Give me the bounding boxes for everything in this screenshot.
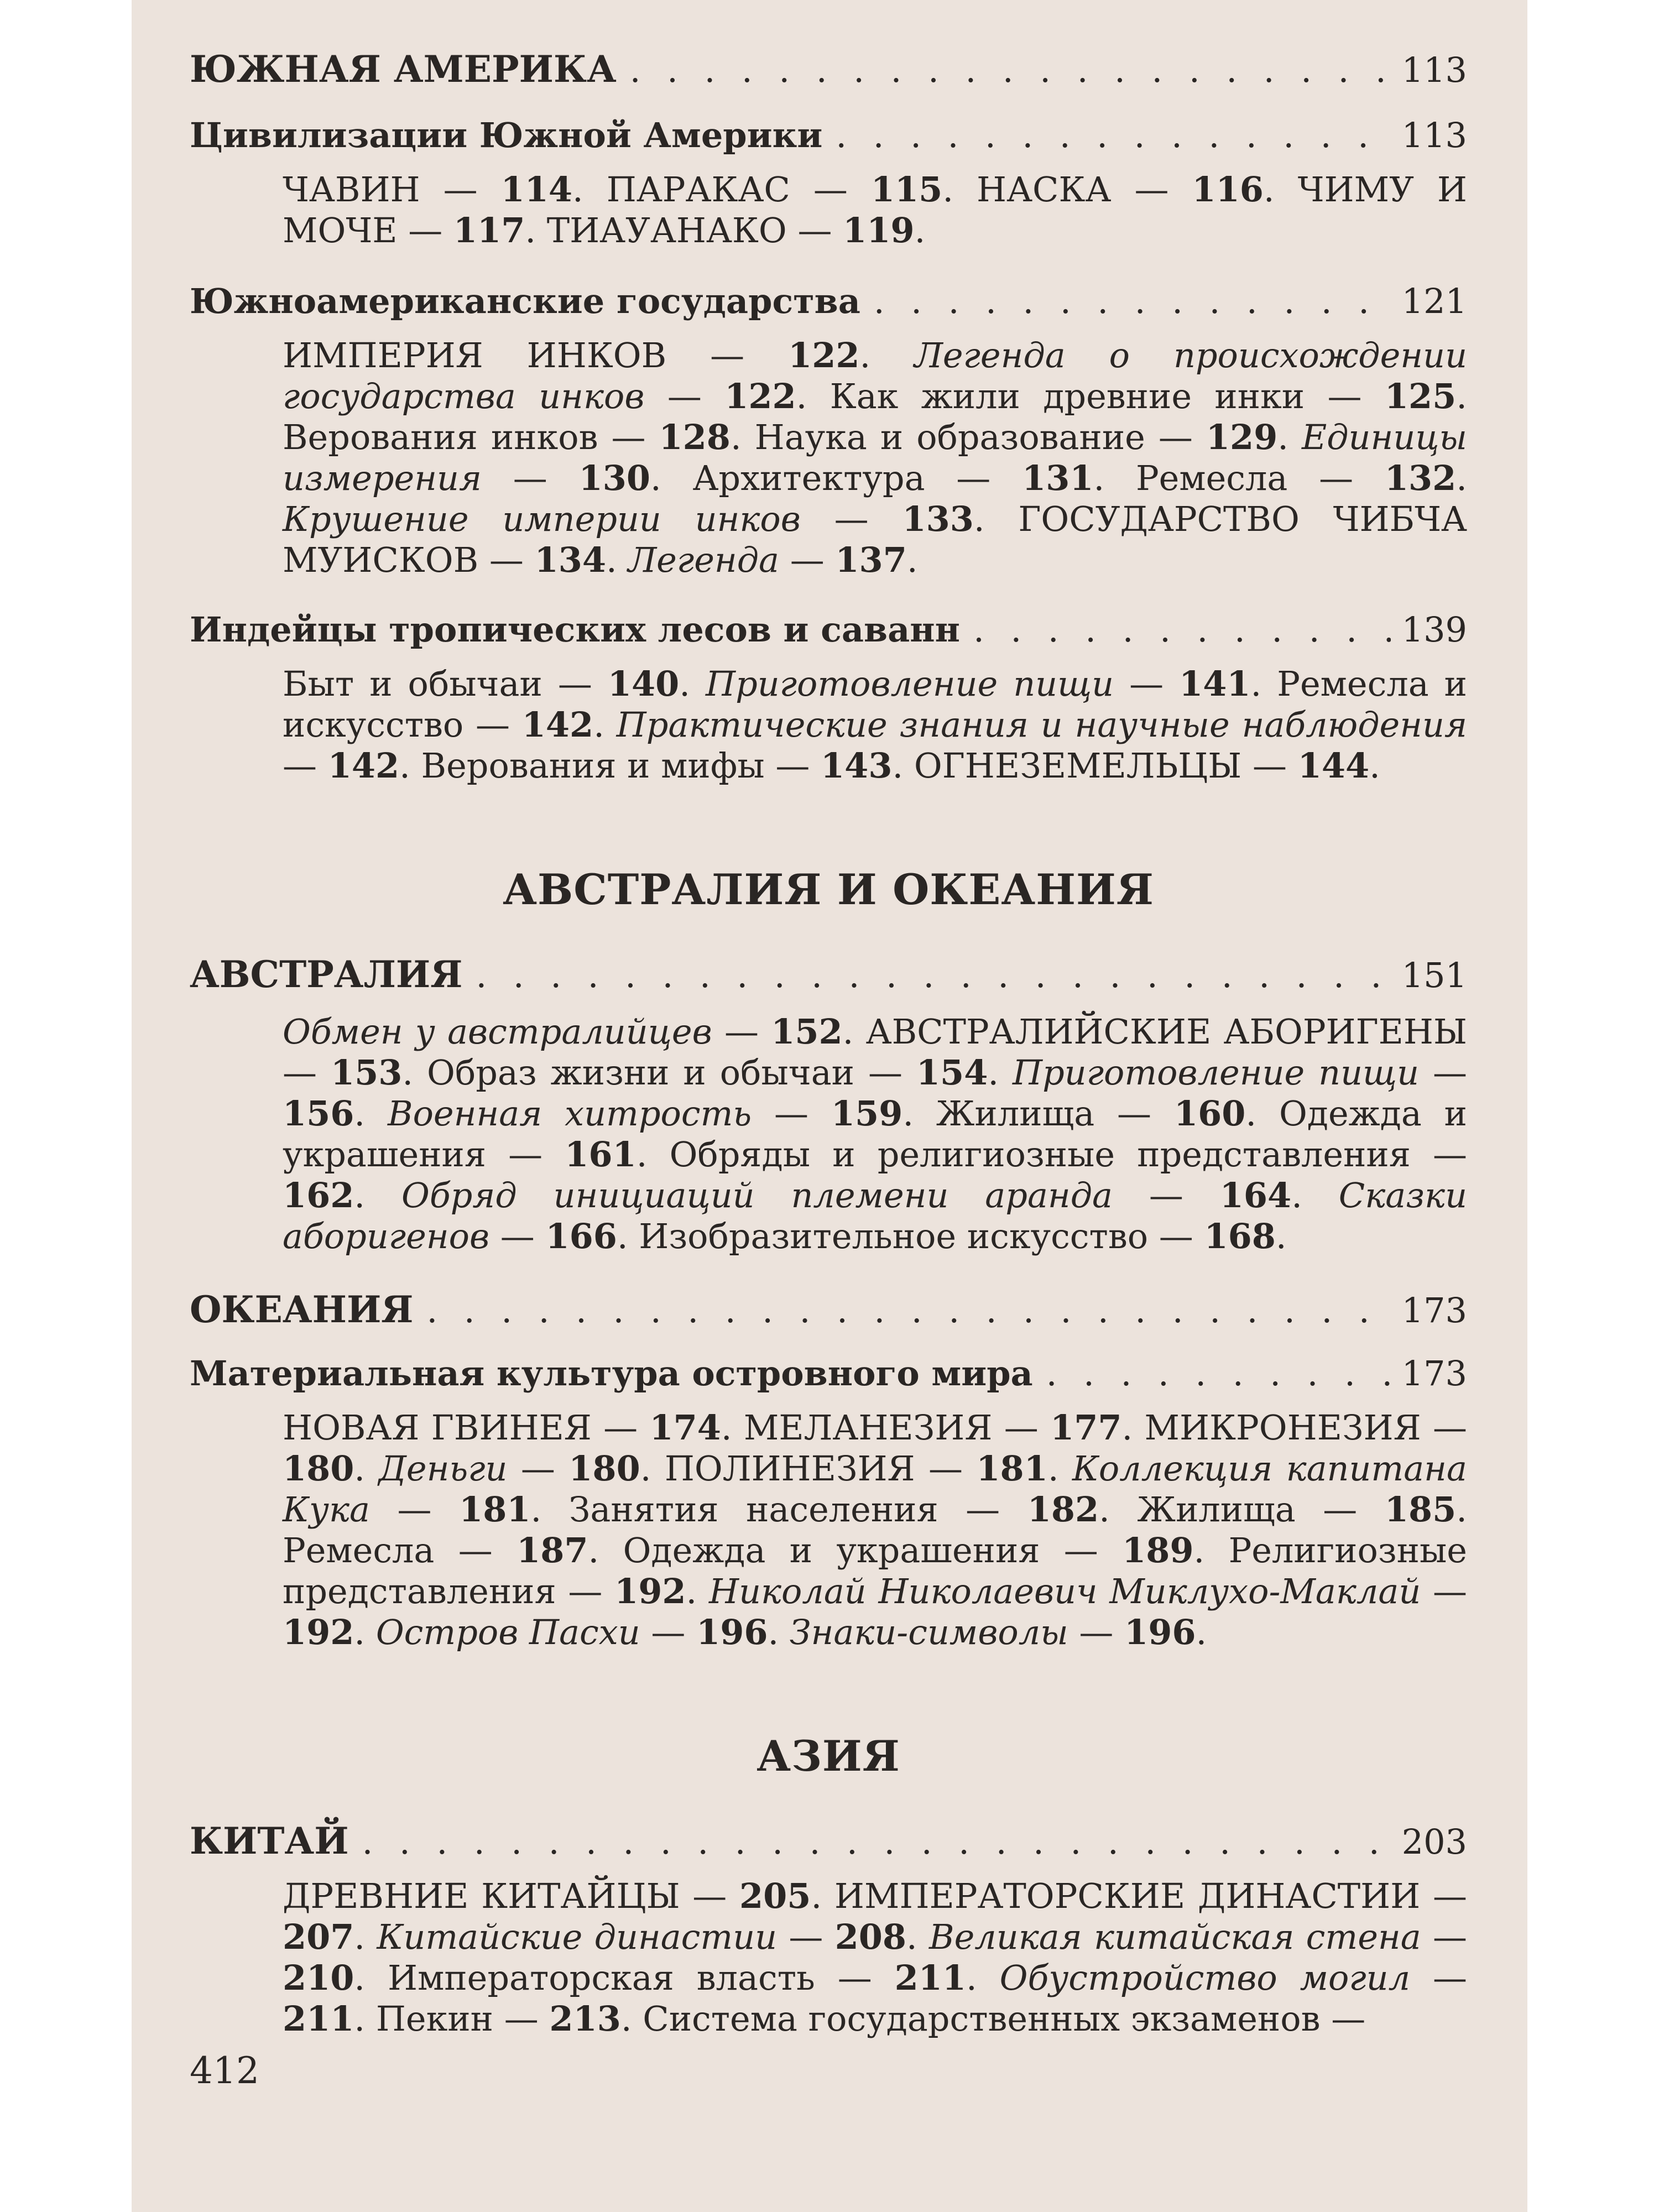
toc-entry xyxy=(190,1353,1467,1394)
detail-text: . xyxy=(686,1571,709,1611)
detail-text: . Императорская власть — xyxy=(354,1958,895,1998)
toc-entry-title: Материальная культура островного мира xyxy=(190,1353,1033,1394)
page-ref: 122 xyxy=(724,376,796,416)
toc-entry-title: ОКЕАНИЯ xyxy=(190,1288,414,1331)
detail-text: — xyxy=(507,1448,569,1489)
page-ref: 156 xyxy=(283,1093,354,1134)
toc-entry-title: АВСТРАЛИЯ xyxy=(190,953,463,996)
detail-text: — xyxy=(1410,1958,1467,1998)
detail-text: . xyxy=(859,335,915,375)
part-title: АВСТРАЛИЯ И ОКЕАНИЯ xyxy=(503,865,1154,914)
detail-text: . xyxy=(1047,1448,1072,1489)
page-ref: 181 xyxy=(459,1489,531,1530)
page-ref: 159 xyxy=(831,1093,903,1134)
page-ref: 180 xyxy=(568,1448,640,1489)
toc-entry-detail xyxy=(283,335,1467,581)
detail-text: НОВАЯ ГВИНЕЯ — xyxy=(283,1407,650,1448)
toc-entry-page: 173 xyxy=(1401,1290,1467,1331)
detail-text: . МЕЛАНЕЗИЯ — xyxy=(721,1407,1051,1448)
detail-text: . xyxy=(354,1175,402,1215)
page-ref: 213 xyxy=(549,1999,621,2039)
page-ref: 141 xyxy=(1179,664,1251,704)
page-ref: 117 xyxy=(453,210,525,251)
detail-text: . xyxy=(1275,1216,1287,1256)
detail-text: . xyxy=(1291,1175,1339,1215)
detail-text: . xyxy=(354,1612,376,1652)
detail-text: . xyxy=(1456,458,1467,498)
detail-text: . Верования и мифы — xyxy=(399,745,821,786)
toc-entry xyxy=(190,281,1467,321)
page-ref: 208 xyxy=(834,1917,907,1957)
detail-text: . Наука и образование — xyxy=(730,417,1206,457)
toc-entry-page: 121 xyxy=(1401,281,1467,321)
detail-text: . xyxy=(906,1917,930,1957)
page-ref: 161 xyxy=(565,1134,637,1175)
toc-entry xyxy=(190,48,1467,91)
page-ref: 166 xyxy=(545,1216,617,1256)
detail-text: Остров Пасхи xyxy=(375,1612,640,1652)
page-ref: 116 xyxy=(1192,169,1264,210)
page-ref: 211 xyxy=(894,1958,967,1998)
toc-entry-detail xyxy=(283,169,1467,251)
detail-text: . ОГНЕЗЕМЕЛЬЦЫ — xyxy=(892,745,1298,786)
leader-dots xyxy=(630,53,1391,87)
toc-entry-title: ЮЖНАЯ АМЕРИКА xyxy=(190,48,617,91)
detail-text: . xyxy=(988,1052,1013,1093)
detail-text: Военная хитрость xyxy=(388,1093,752,1134)
detail-text: . Жилища — xyxy=(1099,1489,1385,1530)
detail-text: . Образ жизни и обычаи — xyxy=(402,1052,916,1093)
detail-text: . НАСКА — xyxy=(942,169,1192,210)
toc-entry-title: Индейцы тропических лесов и саванн xyxy=(190,609,961,650)
detail-text: Легенда xyxy=(628,540,779,580)
page-ref: 192 xyxy=(283,1612,354,1652)
detail-text: Обряд инициаций племени аранда xyxy=(401,1175,1113,1215)
detail-text: Обмен у австралийцев xyxy=(283,1011,712,1052)
detail-text: Практические знания и научные наблюдения xyxy=(616,705,1468,745)
detail-text: Николай Николаевич Миклухо-Маклай xyxy=(709,1571,1421,1611)
detail-text: . xyxy=(593,705,617,745)
page-ref: 196 xyxy=(696,1612,768,1652)
detail-text: . xyxy=(906,540,918,580)
detail-text: — xyxy=(1113,1175,1220,1215)
page-ref: 154 xyxy=(916,1052,988,1093)
page-ref: 142 xyxy=(327,745,400,786)
detail-text: . xyxy=(1369,745,1380,786)
leader-dots xyxy=(836,118,1390,153)
detail-text: . xyxy=(354,1917,377,1957)
detail-text: — xyxy=(777,1917,835,1957)
detail-text: ДРЕВНИЕ КИТАЙЦЫ — xyxy=(283,1876,740,1916)
toc-entry-detail xyxy=(283,1407,1467,1653)
toc-entry-page: 139 xyxy=(1401,609,1467,650)
page-ref: 182 xyxy=(1027,1489,1099,1530)
page-ref: 131 xyxy=(1022,458,1094,498)
detail-text: Быт и обычаи — xyxy=(283,664,608,704)
page-ref: 168 xyxy=(1204,1216,1276,1256)
page-ref: 132 xyxy=(1384,458,1457,498)
detail-text: . Пекин — xyxy=(354,1999,550,2039)
toc-entry-title: Цивилизации Южной Америки xyxy=(190,115,823,155)
leader-dots xyxy=(874,284,1391,319)
detail-text: . Обряды и религиозные представления — xyxy=(636,1134,1468,1175)
page-ref: 205 xyxy=(739,1876,811,1916)
leader-dots xyxy=(427,1293,1391,1328)
toc-entry xyxy=(190,1819,1467,1863)
detail-text: Единицы измерения xyxy=(283,417,1468,498)
detail-text: . xyxy=(1277,417,1302,457)
page-ref: 134 xyxy=(534,540,607,580)
detail-text: — xyxy=(1421,1571,1467,1611)
detail-text: — xyxy=(712,1011,771,1052)
page-ref: 153 xyxy=(330,1052,403,1093)
toc-entry-detail xyxy=(283,1011,1467,1257)
detail-text: — xyxy=(489,1216,546,1256)
detail-text: . Ремесла — xyxy=(1093,458,1385,498)
detail-text: — xyxy=(283,745,328,786)
detail-text: . ГОСУДАРСТВО ЧИБЧА МУИСКОВ — xyxy=(283,499,1467,580)
page-ref: 128 xyxy=(659,417,731,457)
page-ref: 187 xyxy=(517,1530,588,1571)
detail-text: — xyxy=(1068,1612,1125,1652)
detail-text: . Архитектура — xyxy=(650,458,1022,498)
detail-text: . Одежда и украшения — xyxy=(588,1530,1123,1571)
detail-text: — xyxy=(752,1093,831,1134)
page-ref: 185 xyxy=(1384,1489,1457,1530)
detail-text: . xyxy=(354,1093,388,1134)
page-ref: 160 xyxy=(1173,1093,1246,1134)
detail-text: — xyxy=(1421,1917,1467,1957)
leader-dots xyxy=(362,1825,1391,1859)
toc-entry-detail xyxy=(283,1876,1467,2039)
toc-entry-detail xyxy=(283,664,1467,786)
detail-text: ЧАВИН — xyxy=(283,169,501,210)
detail-text: . Изобразительное искусство — xyxy=(617,1216,1204,1256)
detail-text: — xyxy=(369,1489,460,1530)
detail-text: . Занятия населения — xyxy=(530,1489,1027,1530)
detail-text: Деньги xyxy=(378,1448,508,1489)
page-ref: 143 xyxy=(821,745,893,786)
detail-text: . Одежда и украшения — xyxy=(283,1093,1468,1175)
detail-text: . xyxy=(606,540,628,580)
toc-entry-page: 113 xyxy=(1401,50,1467,90)
detail-text: Крушение империи инков xyxy=(283,499,801,539)
detail-text: — xyxy=(640,1612,697,1652)
detail-text: . ЧИМУ И МОЧЕ — xyxy=(283,169,1467,251)
page-ref: 181 xyxy=(976,1448,1048,1489)
detail-text: Китайские династии xyxy=(377,1917,778,1957)
page-ref: 211 xyxy=(283,1999,354,2039)
toc-entry-page: 151 xyxy=(1401,955,1467,995)
detail-text: Коллекция капитана Кука xyxy=(283,1448,1467,1530)
page-ref: 189 xyxy=(1122,1530,1194,1571)
detail-text: — xyxy=(800,499,902,539)
toc-entry-page: 113 xyxy=(1401,115,1467,155)
detail-text: Знаки-символы xyxy=(789,1612,1068,1652)
detail-text: . Как жили древние инки — xyxy=(796,376,1385,416)
page-ref: 130 xyxy=(578,458,650,498)
page-ref: 119 xyxy=(843,210,915,251)
page-ref: 192 xyxy=(614,1571,686,1611)
part-title: АЗИЯ xyxy=(757,1731,900,1781)
page-ref: 144 xyxy=(1297,745,1370,786)
page-ref: 162 xyxy=(283,1175,354,1215)
detail-text: . xyxy=(768,1612,790,1652)
detail-text: Сказки аборигенов xyxy=(283,1175,1467,1256)
toc-entry-page: 203 xyxy=(1401,1822,1467,1862)
page-ref: 114 xyxy=(500,169,573,210)
detail-text: . Ремесла и искусство — xyxy=(283,664,1468,745)
page-ref: 122 xyxy=(788,335,860,375)
toc-entry xyxy=(190,115,1467,155)
page-ref: 177 xyxy=(1050,1407,1122,1448)
page-ref: 174 xyxy=(649,1407,721,1448)
detail-text: . АВСТРАЛИЙСКИЕ АБОРИГЕНЫ — xyxy=(283,1011,1467,1093)
detail-text: Приготовление пищи xyxy=(1013,1052,1420,1093)
page-ref: 152 xyxy=(771,1011,843,1052)
detail-text: . xyxy=(966,1958,1000,1998)
page-ref: 115 xyxy=(870,169,943,210)
toc-entry xyxy=(190,953,1467,996)
page-ref: 207 xyxy=(283,1917,354,1957)
detail-text: . xyxy=(914,210,926,251)
page-ref: 125 xyxy=(1384,376,1457,416)
detail-text: . Религиозные представления — xyxy=(283,1530,1467,1611)
detail-text: . Верования инков — xyxy=(283,376,1467,457)
detail-text: Обустройство могил xyxy=(999,1958,1411,1998)
detail-text: . ПОЛИНЕЗИЯ — xyxy=(640,1448,977,1489)
leader-dots xyxy=(973,613,1391,647)
detail-text: . xyxy=(1196,1612,1207,1652)
page-ref: 142 xyxy=(521,705,594,745)
detail-text: . xyxy=(354,1448,379,1489)
page-ref: 129 xyxy=(1206,417,1278,457)
page-ref: 140 xyxy=(607,664,680,704)
detail-text: Великая китайская стена xyxy=(929,1917,1421,1957)
page-ref: 210 xyxy=(283,1958,354,1998)
detail-text: ИМПЕРИЯ ИНКОВ — xyxy=(283,335,789,375)
leader-dots xyxy=(1046,1357,1391,1391)
page-number: 412 xyxy=(190,2049,259,2092)
toc-entry-title: КИТАЙ xyxy=(190,1819,349,1863)
toc-entry xyxy=(190,609,1467,650)
page-ref: 196 xyxy=(1124,1612,1196,1652)
detail-text: Легенда о происхождении государства инков xyxy=(283,335,1467,416)
page-ref: 137 xyxy=(835,540,907,580)
detail-text: . Система государственных экзаменов — xyxy=(620,1999,1366,2039)
detail-text: — xyxy=(1114,664,1180,704)
detail-text: . ИМПЕРАТОРСКИЕ ДИНАСТИИ — xyxy=(811,1876,1467,1916)
detail-text: . ПАРАКАС — xyxy=(572,169,871,210)
detail-text: . МИКРОНЕЗИЯ — xyxy=(1121,1407,1467,1448)
detail-text: . Ремесла — xyxy=(283,1489,1467,1571)
toc-entry-title: Южноамериканские государства xyxy=(190,281,860,321)
book-page xyxy=(132,0,1527,2212)
toc-entry-page: 173 xyxy=(1401,1353,1467,1394)
detail-text: . Жилища — xyxy=(902,1093,1174,1134)
detail-text: Приготовление пищи xyxy=(706,664,1114,704)
leader-dots xyxy=(476,958,1391,993)
detail-text: — xyxy=(644,376,725,416)
detail-text: . xyxy=(679,664,706,704)
detail-text: — xyxy=(779,540,836,580)
detail-text: — xyxy=(1419,1052,1467,1093)
table-of-contents xyxy=(190,48,1468,2039)
page-ref: 133 xyxy=(902,499,974,539)
toc-entry xyxy=(190,1288,1467,1331)
page-ref: 180 xyxy=(283,1448,354,1489)
detail-text: — xyxy=(482,458,579,498)
page-ref: 164 xyxy=(1219,1175,1292,1215)
detail-text: . ТИАУАНАКО — xyxy=(525,210,843,251)
